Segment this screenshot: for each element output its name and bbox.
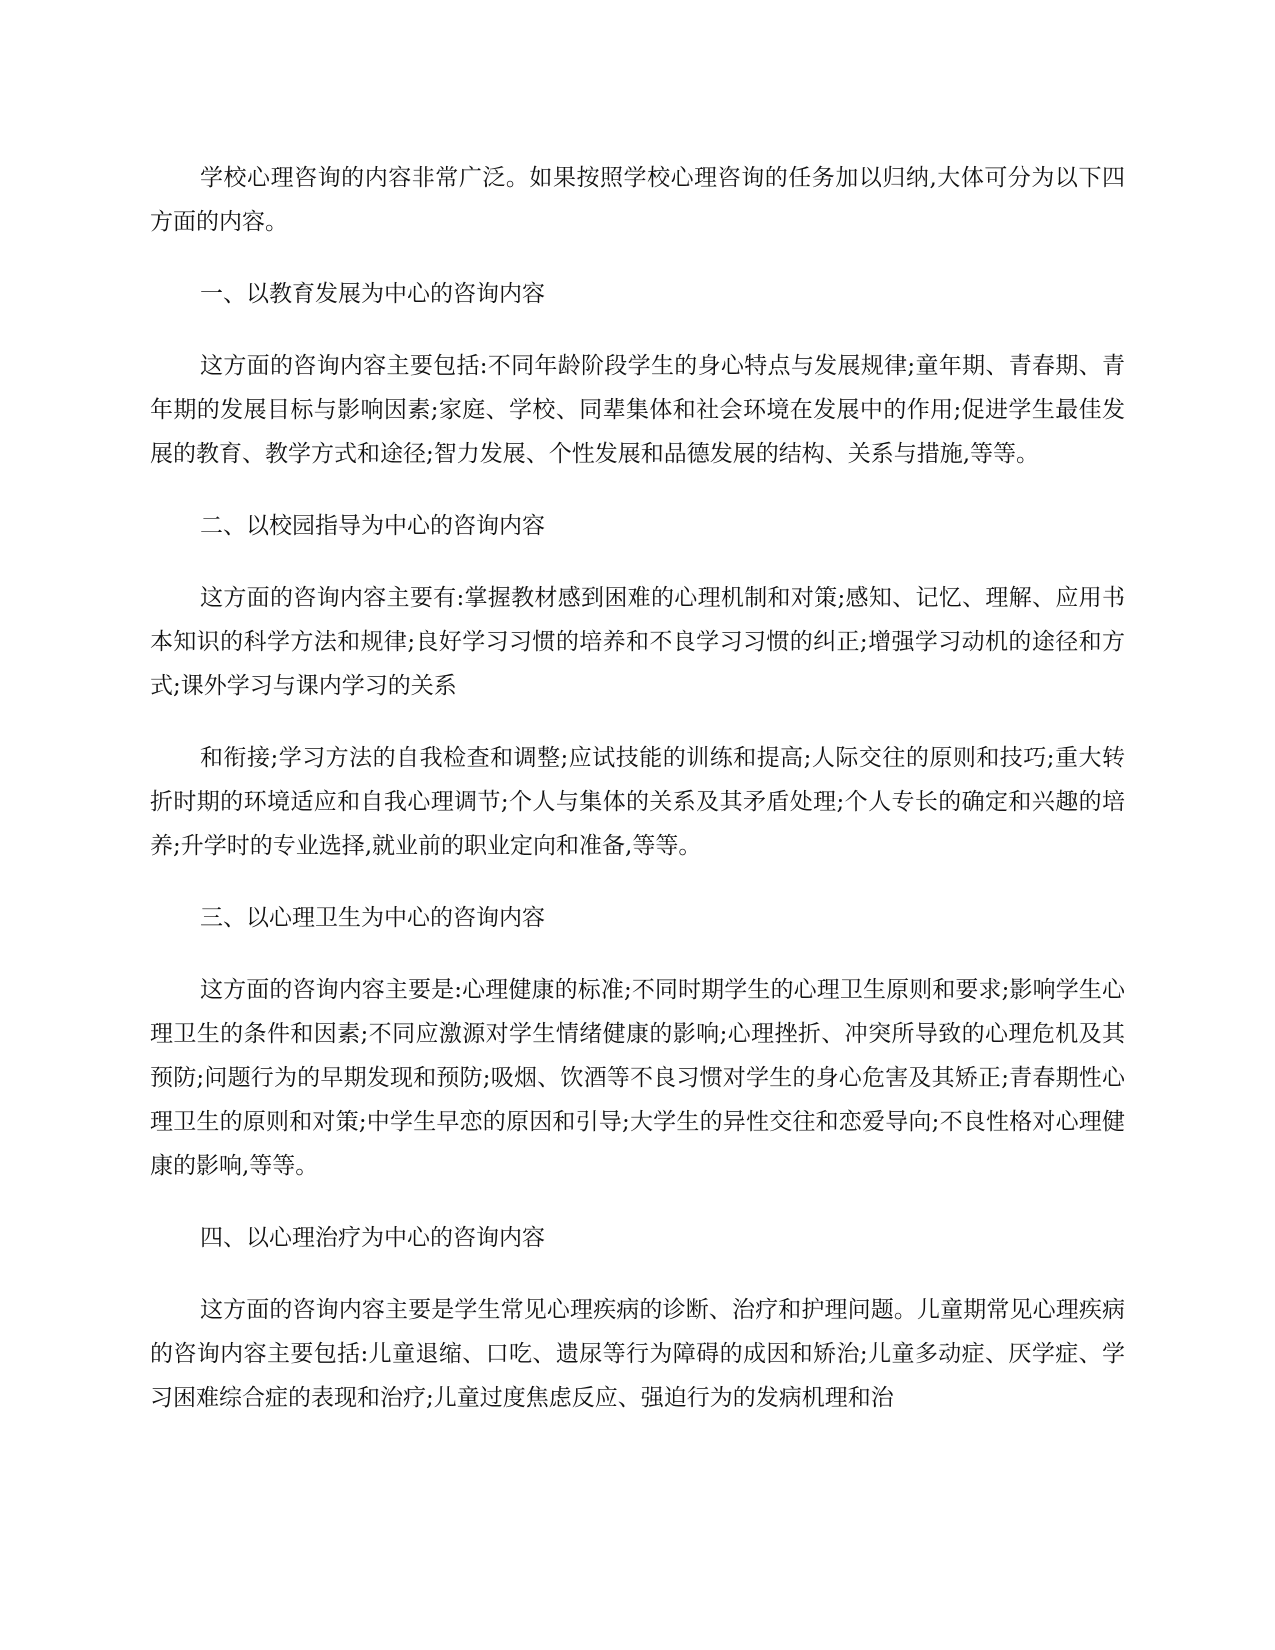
section-2-paragraph-2: 和衔接;学习方法的自我检查和调整;应试技能的训练和提高;人际交往的原则和技巧;重大转折时期的环境适应和自我心理调节;个人与集体的关系及其矛盾处理;个人专长的确定和兴趣的培养;升学时的专业选择,就业前的职业定向和准备,等等。 (150, 745, 1125, 859)
section-4-heading: 四、以心理治疗为中心的咨询内容 (200, 1225, 545, 1251)
section-2-heading: 二、以校园指导为中心的咨询内容 (200, 513, 545, 539)
section-2-paragraph-1: 这方面的咨询内容主要有:掌握教材感到困难的心理机制和对策;感知、记忆、理解、应用书本知识的科学方法和规律;良好学习习惯的培养和不良学习习惯的纠正;增强学习动机的途径和方式;课外学习与课内学习的关系 (150, 585, 1125, 699)
section-3-heading: 三、以心理卫生为中心的咨询内容 (200, 905, 545, 931)
section-3-paragraph: 这方面的咨询内容主要是:心理健康的标准;不同时期学生的心理卫生原则和要求;影响学生心理卫生的条件和因素;不同应激源对学生情绪健康的影响;心理挫折、冲突所导致的心理危机及其预防;问题行为的早期发现和预防;吸烟、饮酒等不良习惯对学生的身心危害及其矫正;青春期性心理卫生的原则和对策;中学生早恋的原因和引导;大学生的异性交往和恋爱导向;不良性格对心理健康的影响,等等。 (150, 977, 1125, 1179)
section-1-heading: 一、以教育发展为中心的咨询内容 (200, 281, 545, 307)
intro-paragraph: 学校心理咨询的内容非常广泛。如果按照学校心理咨询的任务加以归纳,大体可分为以下四方面的内容。 (150, 165, 1125, 235)
section-1-paragraph: 这方面的咨询内容主要包括:不同年龄阶段学生的身心特点与发展规律;童年期、青春期、青年期的发展目标与影响因素;家庭、学校、同辈集体和社会环境在发展中的作用;促进学生最佳发展的教育、教学方式和途径;智力发展、个性发展和品德发展的结构、关系与措施,等等。 (150, 353, 1125, 467)
section-4-paragraph: 这方面的咨询内容主要是学生常见心理疾病的诊断、治疗和护理问题。儿童期常见心理疾病的咨询内容主要包括:儿童退缩、口吃、遗尿等行为障碍的成因和矫治;儿童多动症、厌学症、学习困难综合症的表现和治疗;儿童过度焦虑反应、强迫行为的发病机理和治 (150, 1297, 1125, 1411)
document-body (150, 156, 1125, 1448)
